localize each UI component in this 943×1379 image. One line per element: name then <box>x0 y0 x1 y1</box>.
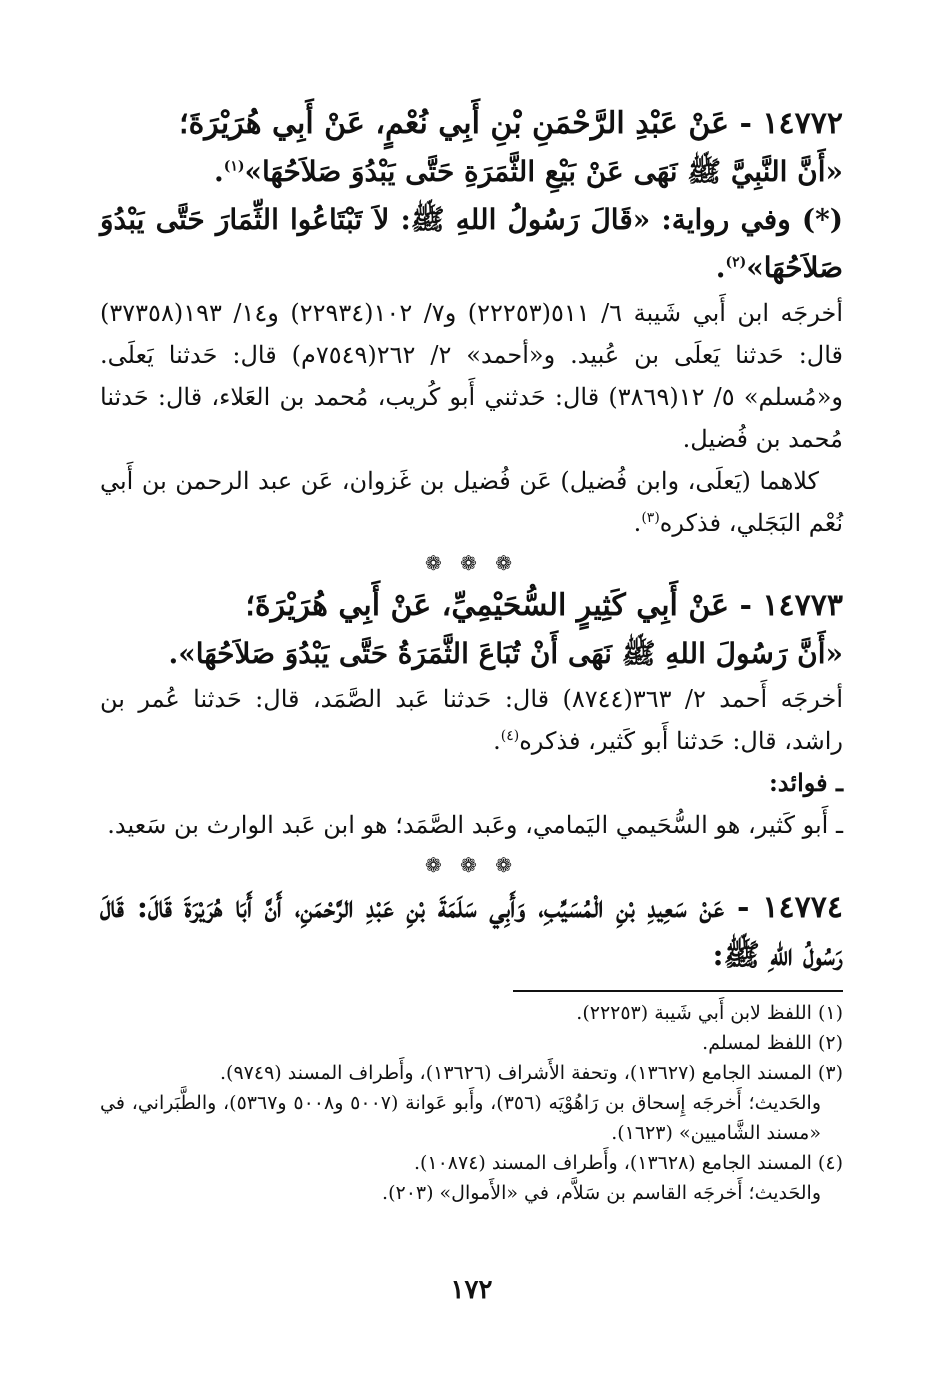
hadith-14772-kilahuma <box>100 460 843 544</box>
footnote-ref-4[interactable]: (٤) <box>500 728 520 744</box>
footnote-divider <box>513 990 843 992</box>
page-number: ١٧٢ <box>450 1275 493 1305</box>
section-separator-2: ❁ ❁ ❁ <box>425 853 518 877</box>
footnotes <box>100 990 843 1208</box>
hadith-14773-takhrij <box>100 678 843 762</box>
takhrij-end: . <box>493 727 501 755</box>
hadith-14773-text: «أَنَّ رَسُولَ اللهِ ﷺ نَهَى أَنْ تُبَاعَ الثَّمَرَةُ حَتَّى يَبْدُوَ صَلاَحُهَا». <box>168 637 843 670</box>
riwaya-text: (*) وفي رواية: «قَالَ رَسُولُ اللهِ ﷺ: لاَ تَبْتَاعُوا الثِّمَارَ حَتَّى يَبْدُوَ صَلاَحُهَا» <box>100 203 843 284</box>
hadith-14774-heading: ١٤٧٧٤ - عَنْ سَعِيدِ بْنِ الْمُسَيِّبِ، وَأَبِي سَلَمَةَ بْنِ عَبْدِ الرَّحْمَنِ، أَنَّ أَبَا هُرَيْرَةَ قَالَ: قَالَ رَسُولُ اللهِ ﷺ: <box>100 890 843 973</box>
footnote-ref-1[interactable]: (١) <box>223 158 245 175</box>
footnote-4-continuation: والحَديث؛ أَخرجَه القاسم بن سَلاَّم، في «الأَموال» (٢٠٣). <box>382 1182 821 1204</box>
footnote-3-continuation: والحَديث؛ أَخرجَه إِسحاق بن رَاهُوْيَه (٣٥٦)، وأَبو عَوانة (٥٠٠٧ و٥٠٠٨ و٥٣٦٧)، والطَّبَراني، في «مسند الشَّاميين» (١٦٢٣). <box>100 1092 822 1144</box>
takhrij-text: أخرجَه أَحمد ٢/ ٣٦٣(٨٧٤٤) قال: حَدثنا عَبد الصَّمَد، قال: حَدثنا عُمر بن راشد، قال: حَدثنا أَبو كَثير، فذكره <box>100 685 844 755</box>
page-body <box>100 100 843 980</box>
hadith-14772-takhrij: أخرجَه ابن أَبي شَيبة ٦/ ٥١١(٢٢٢٥٣) و٧/ ١٠٢(٢٢٩٣٤) و١٤/ ١٩٣(٣٧٣٥٨) قال: حَدثنا يَعلَى بن عُبيد. و«أحمد» ٢/ ٢٦٢(٧٥٤٩م) قال: حَدثنا يَعلَى. و«مُسلم» ٥/ ١٢(٣٨٦٩) قال: حَدثني أَبو كُريب، مُحمد بن العَلاء، قال: حَدثنا مُحمد بن فُضيل. <box>100 299 844 453</box>
hadith-14772-heading: ١٤٧٧٢ - عَنْ عَبْدِ الرَّحْمَنِ بْنِ أَبِي نُعْمٍ، عَنْ أَبِي هُرَيْرَةَ؛ <box>179 106 843 141</box>
hadith-14773-heading: ١٤٧٧٣ - عَنْ أَبِي كَثِيرٍ السُّحَيْمِيِّ، عَنْ أَبِي هُرَيْرَةَ؛ <box>245 588 843 623</box>
fawaid-text: ـ أَبو كَثير، هو السُّحَيمي اليَمامي، وعَبد الصَّمَد؛ هو ابن عَبد الوارث بن سَعيد. <box>107 811 843 839</box>
hadith-14772-text: «أَنَّ النَّبِيَّ ﷺ نَهَى عَنْ بَيْعِ الثَّمَرَةِ حَتَّى يَبْدُوَ صَلاَحُهَا»$^{(١)}$. <box>213 155 843 188</box>
footnote-ref-3[interactable]: (٣) <box>641 510 660 526</box>
hadith-14772-riwaya: (*) وفي رواية: «قَالَ رَسُولُ اللهِ ﷺ: لاَ تَبْتَاعُوا الثِّمَارَ حَتَّى يَبْدُوَ صَلاَحُهَا»$^{(٢)}$. <box>100 203 843 284</box>
footnote-3: (٣) المسند الجامع (١٣٦٢٧)، وتحفة الأَشراف (١٣٦٢٦)، وأَطراف المسند (٩٧٤٩). <box>220 1062 843 1084</box>
kilahuma-text: كلاهما (يَعلَى، وابن فُضيل) عَن فُضيل بن غَزوان، عَن عبد الرحمن بن أَبي نُعْم البَجَلي، فذكره <box>100 467 843 537</box>
fawaid-heading: ـ فوائد: <box>768 768 843 797</box>
footnote-4: (٤) المسند الجامع (١٣٦٢٨)، وأَطراف المسند (١٠٨٧٤). <box>413 1152 843 1174</box>
footnote-ref-2[interactable]: (٢) <box>725 254 747 271</box>
footnote-2: (٢) اللفظ لمسلم. <box>702 1032 843 1054</box>
hadith-14772-matn: «أَنَّ النَّبِيَّ ﷺ نَهَى عَنْ بَيْعِ الثَّمَرَةِ حَتَّى يَبْدُوَ صَلاَحُهَا» <box>244 155 843 188</box>
kilahuma-end: . <box>633 509 642 537</box>
section-separator: ❁ ❁ ❁ <box>425 551 518 575</box>
footnote-1: (١) اللفظ لابن أَبي شَيبة (٢٢٢٥٣). <box>576 1002 843 1024</box>
